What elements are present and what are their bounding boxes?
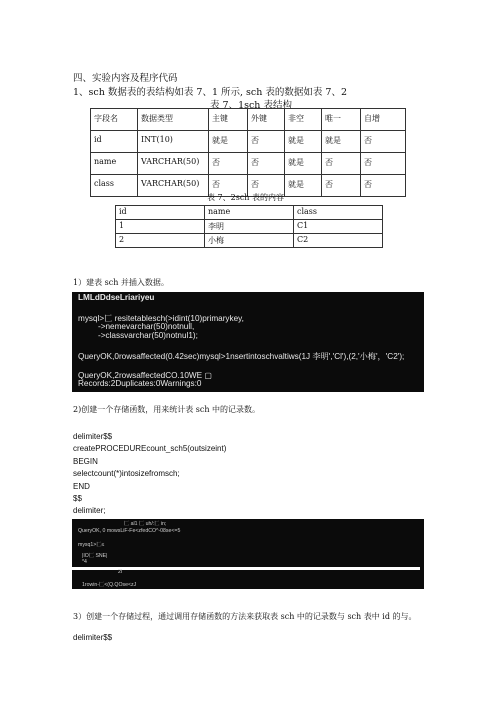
table-cell: 小梅 bbox=[205, 234, 294, 248]
section-heading: 四、实验内容及程序代码 bbox=[73, 73, 178, 84]
terminal-screenshot-1 bbox=[72, 292, 424, 392]
code-line: selectcount(*)intosizefromsch; bbox=[73, 469, 180, 479]
step2-text: 2)创建一个存储函数，用来统计表 sch 中的记录数。 bbox=[73, 405, 261, 414]
table-cell: 否 bbox=[248, 131, 285, 153]
terminal-line: ->classvarchar(50)notnul1); bbox=[98, 331, 198, 340]
table-cell: 否 bbox=[322, 153, 361, 175]
table-row bbox=[91, 153, 406, 175]
table-row bbox=[116, 234, 383, 248]
terminal-line: ->nemevarchar(50)notnull, bbox=[98, 322, 195, 331]
table-cell: id bbox=[91, 131, 138, 153]
table-cell: C2 bbox=[294, 234, 383, 248]
terminal-highlight-bar bbox=[72, 567, 420, 570]
table-row bbox=[91, 131, 406, 153]
table-cell: C1 bbox=[294, 220, 383, 234]
table-cell: 就是 bbox=[209, 131, 248, 153]
table-header-cell: 字段名 bbox=[91, 109, 138, 131]
table-header-cell: 自增 bbox=[361, 109, 406, 131]
table-header-cell: id bbox=[116, 206, 205, 220]
terminal-line: QueryOK,0rowsaffected(0.42sec)mysql>1nsertintoschvaltiws(1J 李明','Cl'),(2,'小梅'，'C2'); bbox=[78, 352, 405, 361]
table-header-row bbox=[91, 109, 406, 131]
terminal-line: 2l bbox=[118, 569, 123, 575]
terminal-line: QueryOK,2rowsaffectedCO.10WE ▢ bbox=[78, 371, 213, 380]
terminal-line: 1rowin-匚<(Q.QOse<zJ bbox=[82, 582, 137, 588]
code-line: createPROCEDUREcount_sch5(outsizeint) bbox=[73, 444, 227, 454]
code-line: END bbox=[73, 481, 90, 491]
code-line: BEGIN bbox=[73, 456, 98, 466]
step3-text: 3）创建一个存储过程，通过调用存储函数的方法来获取表 sch 中的记录数与 sch 表中 id 的与。 bbox=[73, 612, 417, 621]
table-cell: class bbox=[91, 175, 138, 197]
terminal-screenshot-2 bbox=[72, 519, 424, 589]
table2-caption: 表 7、2sch 表的内容 bbox=[207, 193, 285, 202]
terminal-line: mysq1>匚≤ bbox=[78, 542, 105, 548]
sch-content-table bbox=[115, 205, 383, 248]
table-header-cell: 唯一 bbox=[322, 109, 361, 131]
table-cell: 否 bbox=[361, 175, 406, 197]
intro-text: 1、sch 数据表的表结构如表 7、1 所示, sch 表的数据如表 7、2 bbox=[73, 87, 347, 98]
table-cell: 否 bbox=[209, 175, 248, 197]
terminal-line: *4 bbox=[82, 559, 87, 565]
terminal-line: QueryOK, 0 mowsLiF-Fe<zfedCO^-08se<=5 bbox=[78, 528, 181, 534]
step1-text: 1）建表 sch 并插入数据。 bbox=[73, 278, 169, 287]
table1-caption: 表 7、1sch 表结构 bbox=[210, 100, 292, 111]
table-cell: 李明 bbox=[205, 220, 294, 234]
table-cell: name bbox=[91, 153, 138, 175]
table-header-cell: name bbox=[205, 206, 294, 220]
table-cell: 否 bbox=[322, 175, 361, 197]
table-row bbox=[116, 220, 383, 234]
table-cell: 就是 bbox=[285, 175, 322, 197]
sch-structure-table bbox=[90, 108, 406, 197]
table-header-row bbox=[116, 206, 383, 220]
code-line: delimiter$$ bbox=[73, 432, 113, 441]
table-cell: INT(10) bbox=[138, 131, 209, 153]
table-header-cell: class bbox=[294, 206, 383, 220]
terminal-line: 匚 al1 匚 uh/:匚 in; bbox=[124, 521, 167, 527]
table-header-cell: 外键 bbox=[248, 109, 285, 131]
table-cell: 否 bbox=[248, 153, 285, 175]
terminal-line: mysql>匚 resitetablesch(>idint(10)primarykey, bbox=[78, 314, 244, 323]
table-cell: 1 bbox=[116, 220, 205, 234]
table-header-cell: 数据类型 bbox=[138, 109, 209, 131]
table-cell: 否 bbox=[361, 153, 406, 175]
table-cell: 就是 bbox=[285, 131, 322, 153]
table-cell: 否 bbox=[209, 153, 248, 175]
table-header-cell: 非空 bbox=[285, 109, 322, 131]
table-cell: VARCHAR(50) bbox=[138, 153, 209, 175]
terminal-line: LMLdDdseLriariyeu bbox=[78, 293, 155, 302]
table-cell: 就是 bbox=[322, 131, 361, 153]
terminal-line: |IO匚 SNE| bbox=[82, 553, 108, 559]
code-line: delimiter$$ bbox=[73, 633, 113, 642]
table-cell: 否 bbox=[361, 131, 406, 153]
table-cell: 就是 bbox=[285, 153, 322, 175]
code-line: $$ bbox=[73, 494, 82, 504]
table-cell: 否 bbox=[248, 175, 285, 197]
table-cell: 2 bbox=[116, 234, 205, 248]
code-line: delimiter; bbox=[73, 506, 106, 516]
table-header-cell: 主键 bbox=[209, 109, 248, 131]
code-block-2 bbox=[73, 431, 226, 518]
terminal-line: Records:2Duplicates:0Warnings:0 bbox=[78, 379, 202, 388]
table-cell: VARCHAR(50) bbox=[138, 175, 209, 197]
